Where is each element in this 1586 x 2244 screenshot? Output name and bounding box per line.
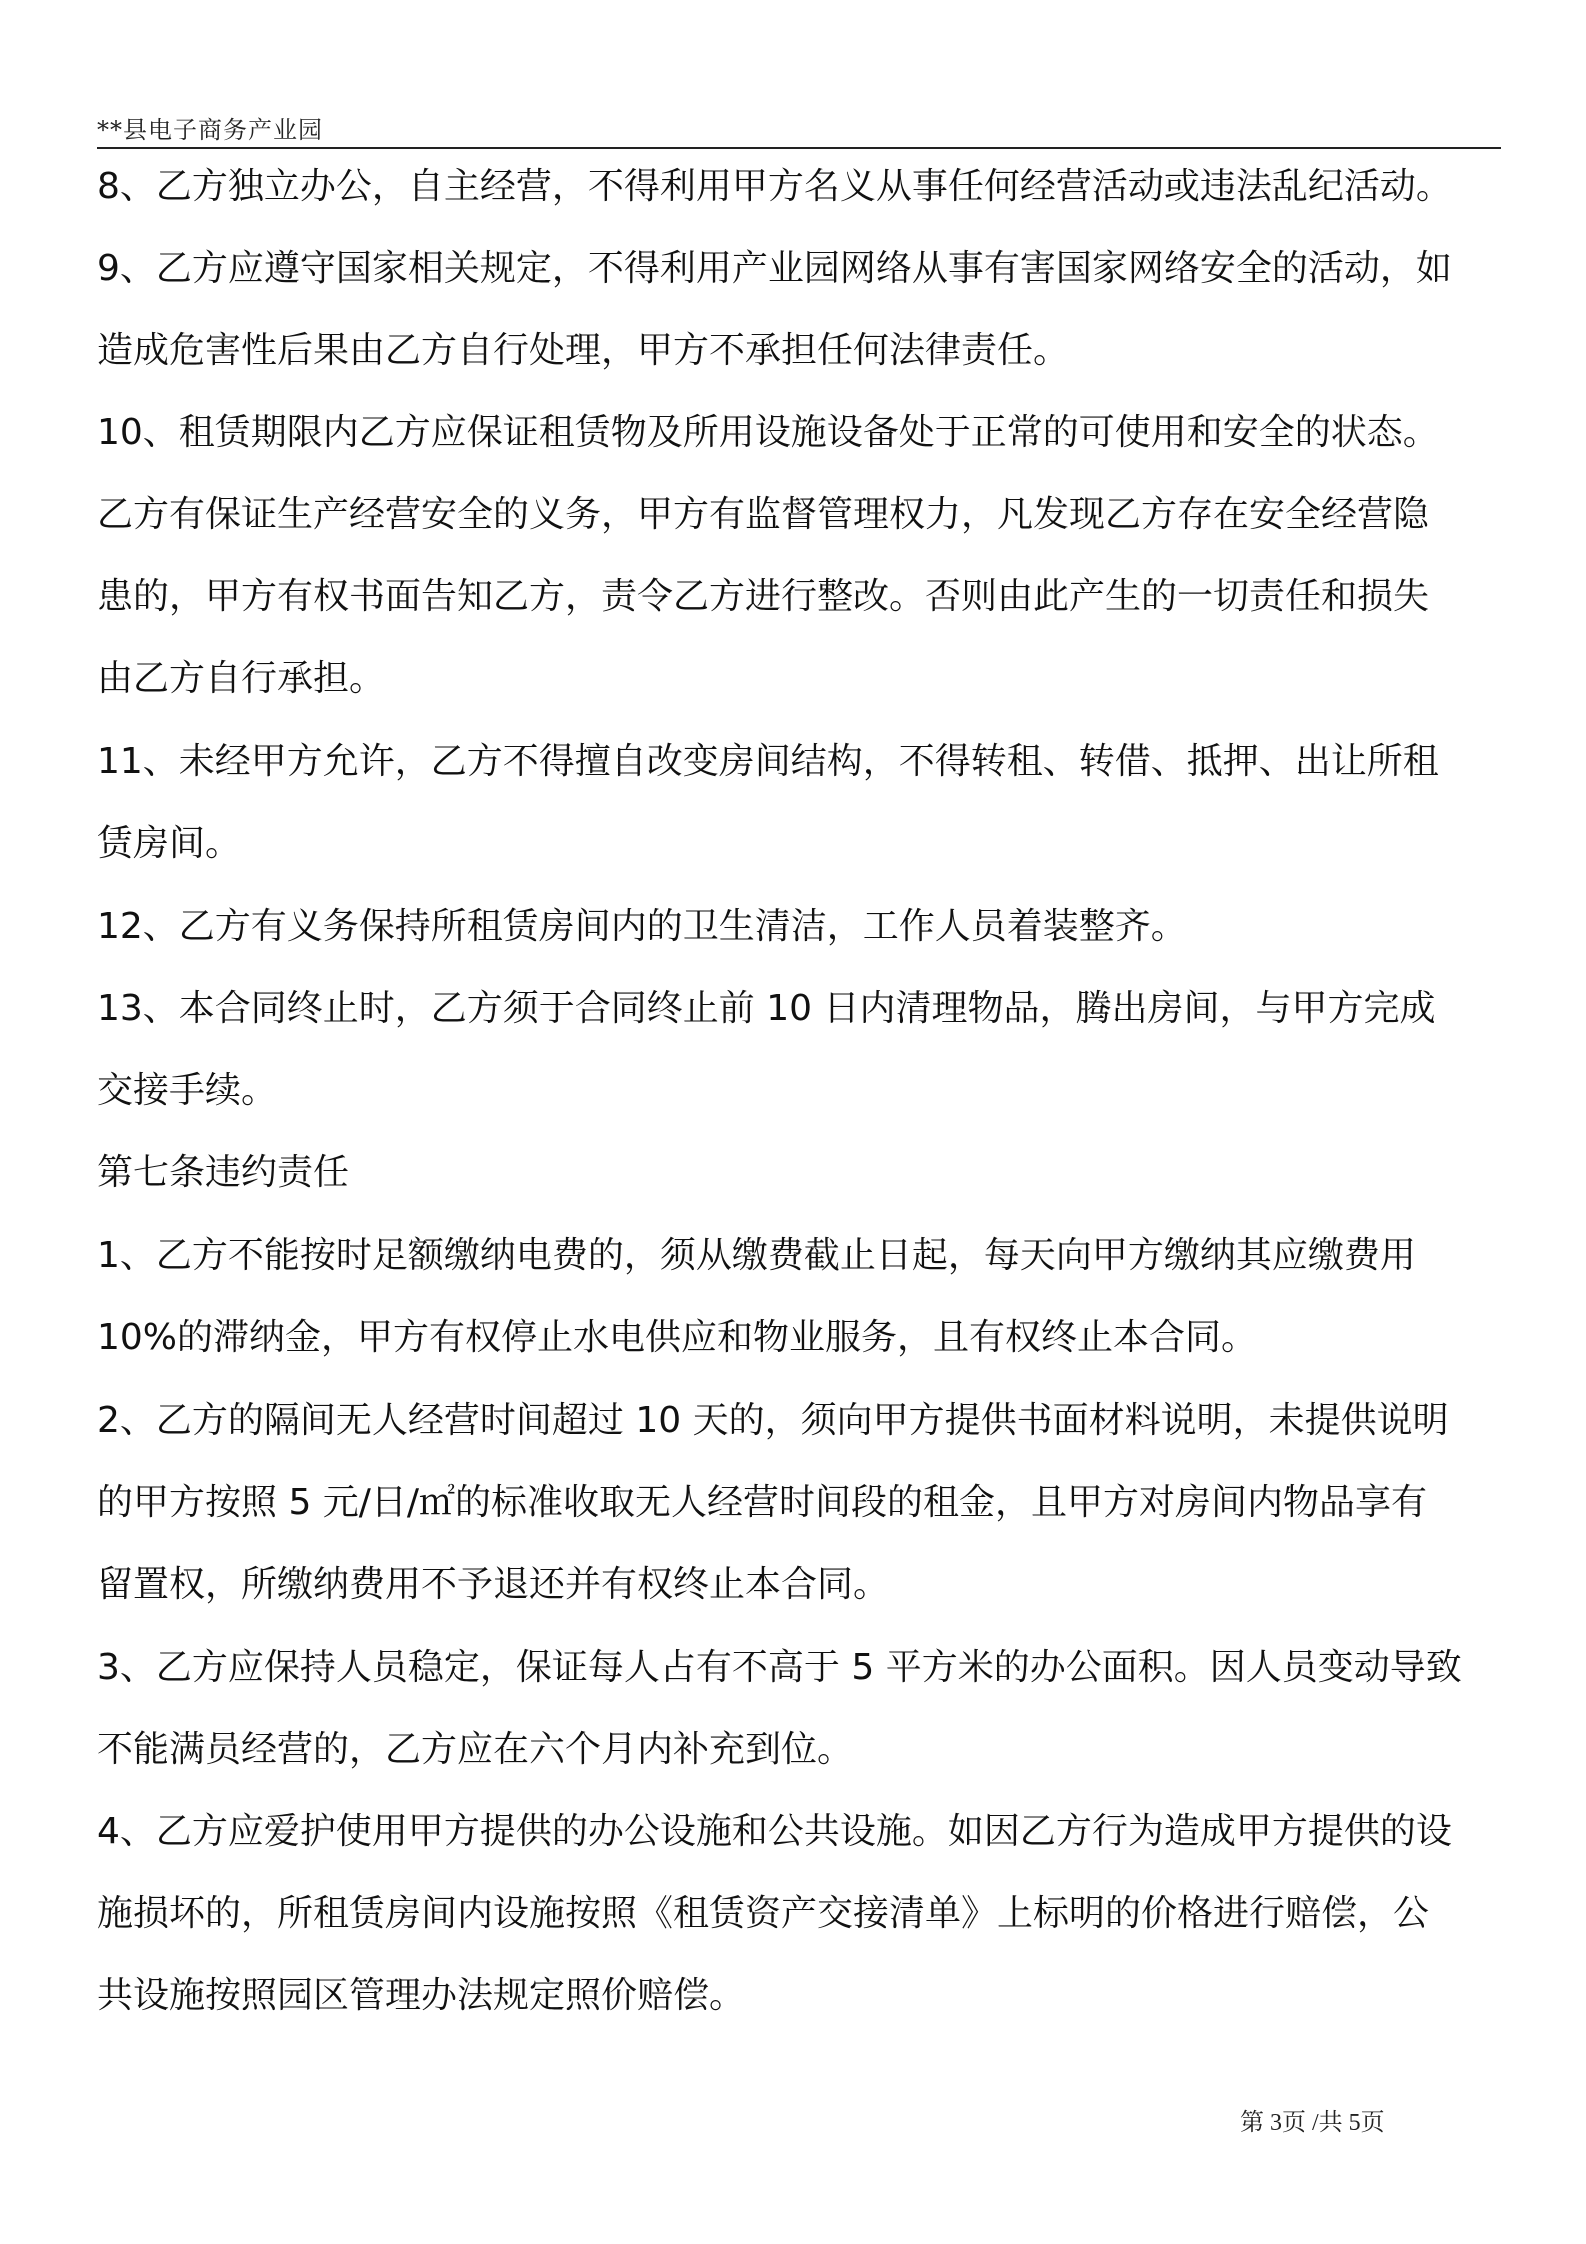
text-line: 9、乙方应遵守国家相关规定，不得利用产业园网络从事有害国家网络安全的活动，如 bbox=[97, 248, 1452, 289]
text-line: 3、乙方应保持人员稳定，保证每人占有不高于 5 平方米的办公面积。因人员变动导致 bbox=[97, 1647, 1462, 1688]
text-line: 留置权，所缴纳费用不予退还并有权终止本合同。 bbox=[97, 1564, 890, 1605]
section-heading: 第七条违约责任 bbox=[97, 1152, 350, 1193]
text-line: 施损坏的，所租赁房间内设施按照《租赁资产交接清单》上标明的价格进行赔偿，公 bbox=[97, 1893, 1430, 1934]
text-line: 乙方有保证生产经营安全的义务，甲方有监督管理权力，凡发现乙方存在安全经营隐 bbox=[97, 494, 1430, 535]
text-line: 10%的滞纳金，甲方有权停止水电供应和物业服务，且有权终止本合同。 bbox=[97, 1317, 1258, 1358]
text-line: 由乙方自行承担。 bbox=[97, 658, 386, 699]
text-line: 2、乙方的隔间无人经营时间超过 10 天的，须向甲方提供书面材料说明，未提供说明 bbox=[97, 1400, 1449, 1441]
text-line: 1、乙方不能按时足额缴纳电费的，须从缴费截止日起，每天向甲方缴纳其应缴费用 bbox=[97, 1235, 1416, 1276]
text-line: 12、乙方有义务保持所租赁房间内的卫生清洁，工作人员着装整齐。 bbox=[97, 906, 1187, 947]
text-line: 不能满员经营的，乙方应在六个月内补充到位。 bbox=[97, 1729, 854, 1770]
text-line: 造成危害性后果由乙方自行处理，甲方不承担任何法律责任。 bbox=[97, 330, 1070, 371]
text-line: 患的，甲方有权书面告知乙方，责令乙方进行整改。否则由此产生的一切责任和损失 bbox=[97, 576, 1430, 617]
text-line: 8、乙方独立办公，自主经营，不得利用甲方名义从事任何经营活动或违法乱纪活动。 bbox=[97, 166, 1452, 207]
text-line: 11、未经甲方允许，乙方不得擅自改变房间结构，不得转租、转借、抵押、出让所租 bbox=[97, 741, 1439, 782]
text-line: 的甲方按照 5 元/日/㎡的标准收取无人经营时间段的租金，且甲方对房间内物品享有 bbox=[97, 1482, 1428, 1523]
document-header-title: **县电子商务产业园 bbox=[97, 116, 323, 144]
text-line: 共设施按照园区管理办法规定照价赔偿。 bbox=[97, 1975, 746, 2016]
text-line: 赁房间。 bbox=[97, 823, 242, 864]
text-line: 10、租赁期限内乙方应保证租赁物及所用设施设备处于正常的可使用和安全的状态。 bbox=[97, 412, 1439, 453]
page-number: 第 3页 /共 5页 bbox=[1240, 2110, 1385, 2136]
text-line: 13、本合同终止时，乙方须于合同终止前 10 日内清理物品，腾出房间，与甲方完成 bbox=[97, 988, 1436, 1029]
text-line: 4、乙方应爱护使用甲方提供的办公设施和公共设施。如因乙方行为造成甲方提供的设 bbox=[97, 1811, 1452, 1852]
text-line: 交接手续。 bbox=[97, 1070, 278, 1111]
